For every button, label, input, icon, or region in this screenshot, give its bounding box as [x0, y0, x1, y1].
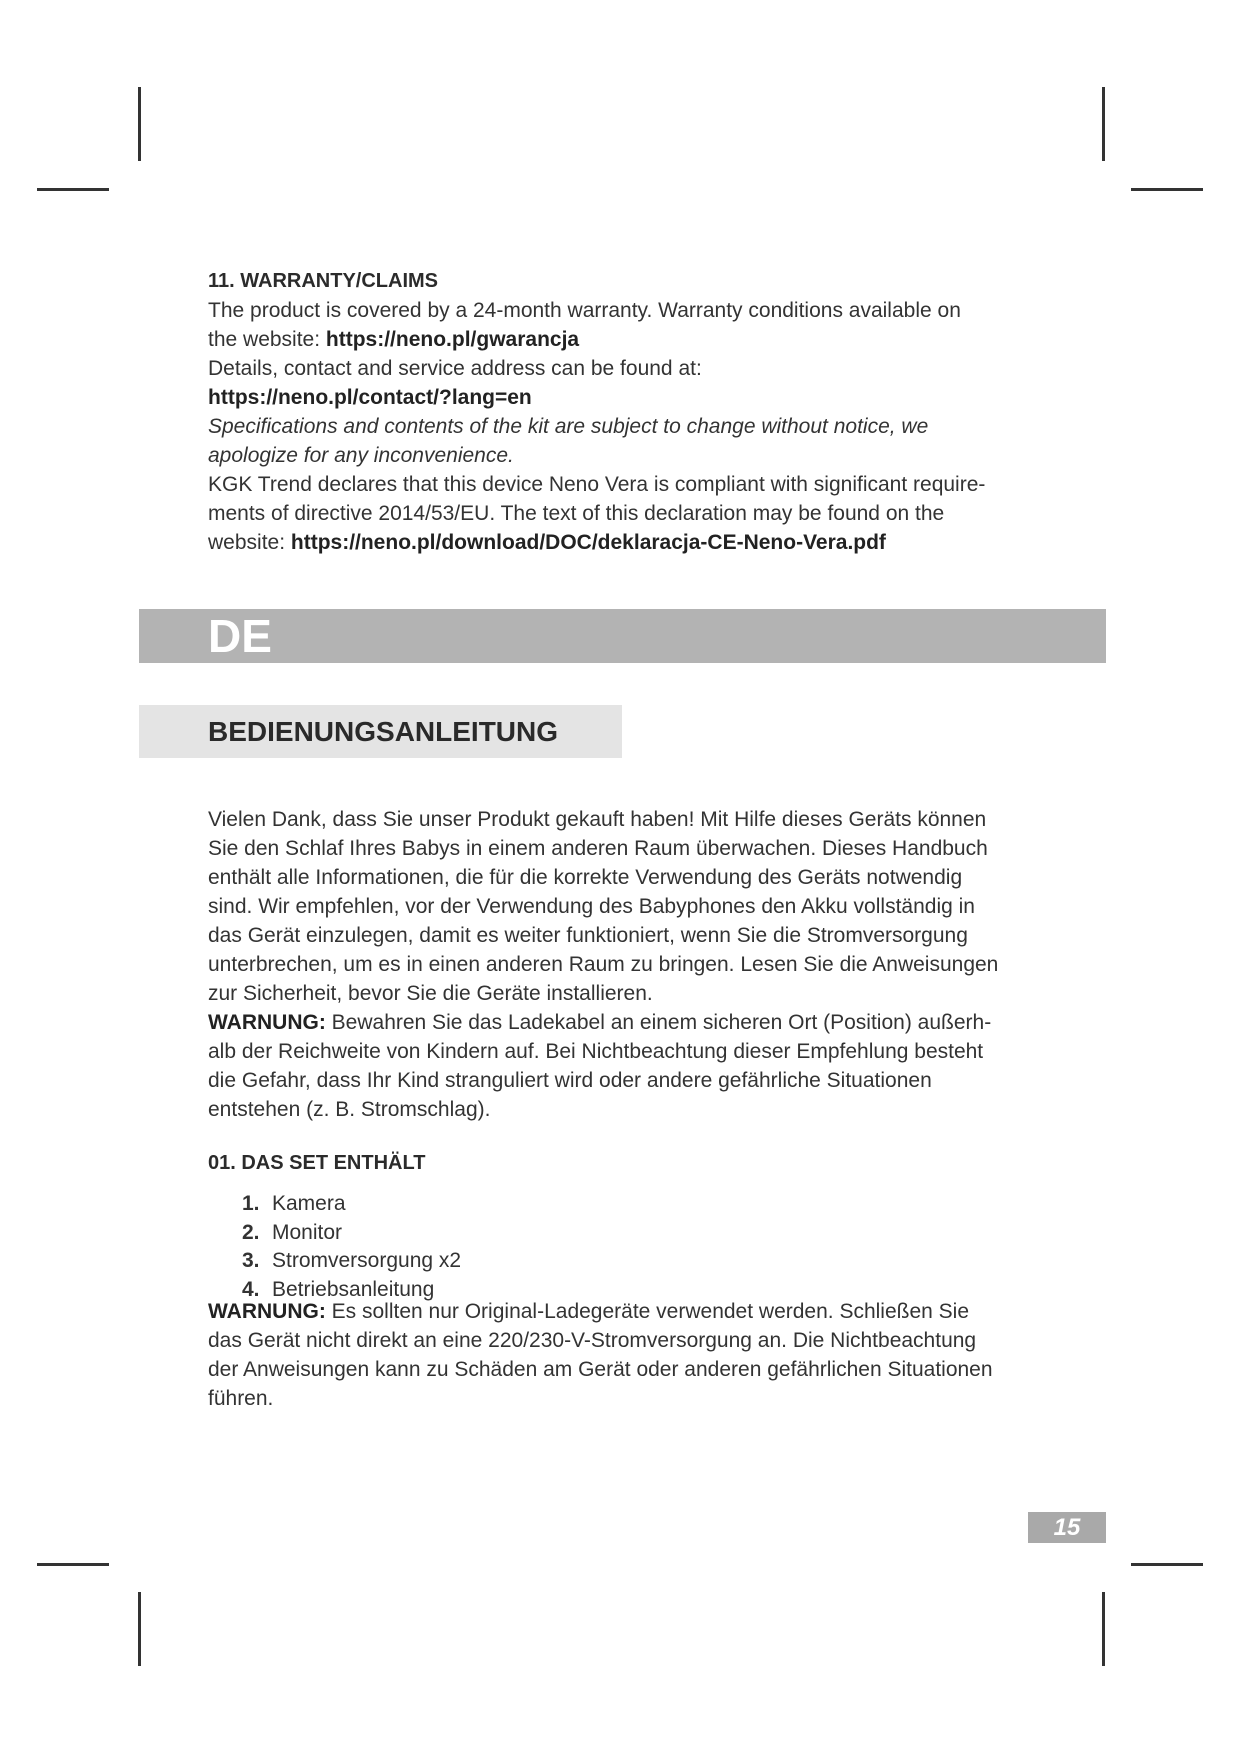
warranty-text	[208, 296, 1050, 557]
crop-mark-bottom-left-horizontal	[37, 1563, 109, 1566]
warning-1-line-1: WARNUNG: Bewahren Sie das Ladekabel an einem sicheren Ort (Position) außerh-	[208, 1011, 992, 1034]
warranty-line-3: Details, contact and service address can be found at:	[208, 357, 702, 380]
crop-mark-top-left-horizontal	[37, 188, 109, 191]
warranty-line-2-prefix: the website:	[208, 328, 326, 351]
intro-paragraph	[208, 805, 1050, 1124]
crop-mark-bottom-right-horizontal	[1131, 1563, 1203, 1566]
intro-line-4: sind. Wir empfehlen, vor der Verwendung des Babyphones den Akku vollständig in	[208, 895, 975, 918]
list-item: 3. Stromversorgung x2	[242, 1249, 462, 1272]
warning-2-paragraph	[208, 1297, 1050, 1413]
warning-2-line-2: das Gerät nicht direkt an eine 220/230-V-Stromversorgung an. Die Nichtbeachtung	[208, 1329, 977, 1352]
kit-list	[242, 1190, 461, 1304]
kit-title: 01. DAS SET ENTHÄLT	[208, 1152, 426, 1174]
warning-1-line-4: entstehen (z. B. Stromschlag).	[208, 1098, 491, 1121]
declaration-line-2: ments of directive 2014/53/EU. The text of this declaration may be found on the	[208, 502, 945, 525]
declaration-link[interactable]: https://neno.pl/download/DOC/deklaracja-CE-Neno-Vera.pdf	[290, 531, 886, 554]
language-header-label: DE	[208, 610, 272, 662]
warranty-link[interactable]: https://neno.pl/gwarancja	[325, 328, 580, 351]
intro-line-5: das Gerät einzulegen, damit es weiter funktioniert, wenn Sie die Stromversorgung	[208, 924, 968, 947]
crop-mark-bottom-right-vertical	[1102, 1592, 1105, 1666]
language-header-bar	[139, 609, 1106, 663]
warranty-note-line-2: apologize for any inconvenience.	[208, 444, 514, 467]
manual-title-bar	[139, 705, 622, 758]
warranty-line-4	[208, 383, 1050, 412]
warning-2-label: WARNUNG:	[208, 1300, 326, 1323]
crop-mark-top-left-vertical	[138, 87, 141, 161]
warning-1-label: WARNUNG:	[208, 1011, 326, 1034]
warning-1-line-2: alb der Reichweite von Kindern auf. Bei Nichtbeachtung dieser Empfehlung besteht	[208, 1040, 984, 1063]
warranty-line-2	[208, 325, 1050, 354]
manual-title: BEDIENUNGSANLEITUNG	[208, 716, 559, 747]
warning-2-line-1: WARNUNG: Es sollten nur Original-Ladegeräte verwendet werden. Schließen Sie	[208, 1300, 970, 1323]
declaration-line-3	[208, 528, 1050, 557]
warranty-title: 11. WARRANTY/CLAIMS	[208, 270, 439, 292]
crop-mark-top-right-horizontal	[1131, 188, 1203, 191]
intro-line-1: Vielen Dank, dass Sie unser Produkt gekauft haben! Mit Hilfe dieses Geräts können	[208, 808, 987, 831]
warning-2-line-3: der Anweisungen kann zu Schäden am Gerät oder anderen gefährlichen Situationen	[208, 1358, 993, 1381]
list-item: 4. Betriebsanleitung	[242, 1277, 435, 1301]
warranty-line-1: The product is covered by a 24-month warranty. Warranty conditions available on	[208, 299, 961, 322]
intro-line-7: zur Sicherheit, bevor Sie die Geräte installieren.	[208, 982, 653, 1005]
intro-line-3: enthält alle Informationen, die für die korrekte Verwendung des Geräts notwendig	[208, 866, 963, 889]
declaration-line-1: KGK Trend declares that this device Neno Vera is compliant with significant require-	[208, 473, 986, 496]
warning-2-line-4: führen.	[208, 1387, 274, 1410]
list-item: 2. Monitor	[242, 1220, 343, 1244]
crop-mark-top-right-vertical	[1102, 87, 1105, 161]
warning-1-line-3: die Gefahr, dass Ihr Kind stranguliert wird oder andere gefährliche Situationen	[208, 1069, 932, 1092]
intro-line-2: Sie den Schlaf Ihres Babys in einem anderen Raum überwachen. Dieses Handbuch	[208, 837, 988, 860]
contact-link[interactable]: https://neno.pl/contact/?lang=en	[208, 386, 532, 409]
crop-mark-bottom-left-vertical	[138, 1592, 141, 1666]
declaration-prefix: website:	[208, 531, 291, 554]
intro-line-6: unterbrechen, um es in einen anderen Raum zu bringen. Lesen Sie die Anweisungen	[208, 953, 999, 976]
warranty-note-line-1: Specifications and contents of the kit are subject to change without notice, we	[208, 415, 929, 438]
page-number: 15	[1028, 1512, 1106, 1543]
list-item: 1. Kamera	[242, 1192, 346, 1215]
